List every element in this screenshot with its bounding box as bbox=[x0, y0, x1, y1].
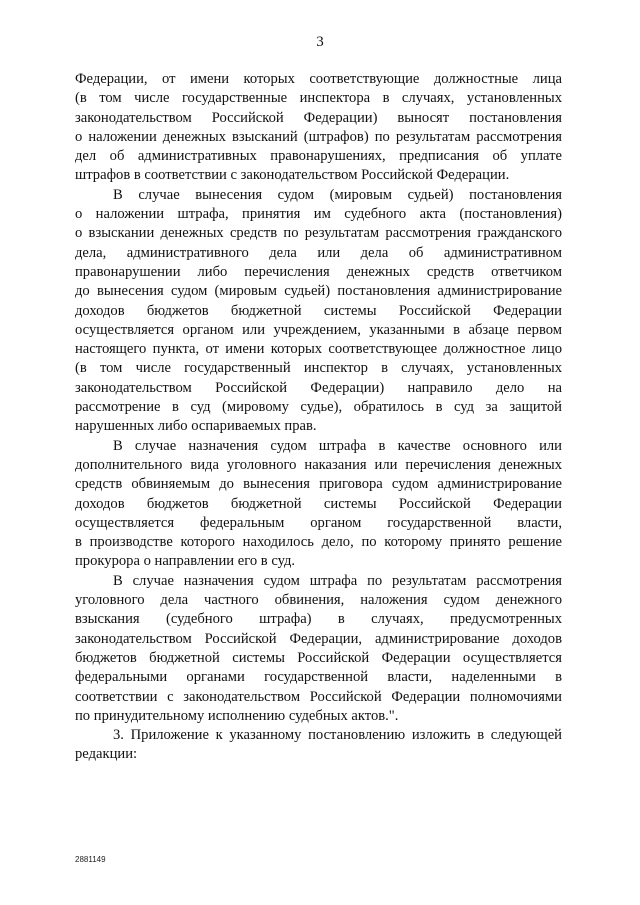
document-id: 2881149 bbox=[75, 855, 106, 864]
text-line: доходов бюджетов бюджетной системы Российской Федерации bbox=[75, 302, 562, 319]
text-line: в производстве которого находилось дело, по которому принято решение bbox=[75, 534, 562, 551]
paragraph-3 bbox=[75, 437, 562, 572]
text-line: прокурора о направлении его в суд. bbox=[75, 553, 296, 570]
text-line: 3. Приложение к указанному постановлению изложить в следующей bbox=[113, 727, 562, 744]
text-line: нарушенных либо оспариваемых прав. bbox=[75, 418, 317, 435]
text-line: В случае назначения судом штрафа в качестве основного или bbox=[113, 437, 562, 454]
paragraph-5 bbox=[75, 726, 562, 765]
text-line: по принудительному исполнению судебных актов.". bbox=[75, 707, 399, 724]
text-line: В случае вынесения судом (мировым судьей) постановления bbox=[113, 186, 562, 203]
text-line: доходов бюджетов бюджетной системы Российской Федерации bbox=[75, 495, 562, 512]
text-line: правонарушении либо перечисления денежных средств ответчиком bbox=[75, 263, 562, 280]
text-line: (в том числе государственный инспектор в случаях, установленных bbox=[75, 360, 562, 377]
text-line: настоящего пункта, от имени которых соответствующее должностное лицо bbox=[75, 341, 562, 358]
text-line: о наложении денежных взысканий (штрафов) по результатам рассмотрения bbox=[75, 128, 562, 145]
text-line: бюджетов бюджетной системы Российской Федерации осуществляется bbox=[75, 649, 562, 666]
text-line: о наложении штрафа, принятия им судебного акта (постановления) bbox=[75, 206, 562, 223]
text-line: дополнительного вида уголовного наказания или перечисления денежных bbox=[75, 456, 562, 473]
paragraph-4 bbox=[75, 572, 562, 726]
text-line: соответствии с законодательством Российской Федерации полномочиями bbox=[75, 688, 562, 705]
page-number: 3 bbox=[316, 34, 324, 50]
document-body bbox=[75, 70, 562, 765]
text-line: В случае назначения судом штрафа по результатам рассмотрения bbox=[113, 572, 562, 589]
text-line: взыскания (судебного штрафа) в случаях, предусмотренных bbox=[75, 611, 562, 628]
text-line: осуществляется федеральным органом государственной власти, bbox=[75, 514, 562, 531]
paragraph-2 bbox=[75, 186, 562, 437]
text-line: осуществляется органом или учреждением, указанными в абзаце первом bbox=[75, 321, 562, 338]
text-line: законодательством Российской Федерации, администрирование доходов bbox=[75, 630, 562, 647]
text-line: штрафов в соответствии с законодательством Российской Федерации. bbox=[75, 167, 510, 184]
text-line: законодательством Российской Федерации) выносят постановления bbox=[75, 109, 562, 126]
text-line: законодательством Российской Федерации) направило дело на bbox=[75, 379, 562, 396]
text-line: редакции: bbox=[75, 746, 138, 763]
text-line: дел об административных правонарушениях, предписания об уплате bbox=[75, 148, 562, 165]
text-line: рассмотрение в суд (мировому судье), обратилось в суд за защитой bbox=[75, 399, 562, 416]
text-line: о взыскании денежных средств по результатам рассмотрения гражданского bbox=[75, 225, 562, 242]
text-line: средств обвиняемым до вынесения приговора судом администрирование bbox=[75, 476, 562, 493]
text-line: дела, административного дела или дела об административном bbox=[75, 244, 562, 261]
text-line: федеральными органами государственной власти, наделенными в bbox=[75, 669, 562, 686]
paragraph-1 bbox=[75, 70, 562, 186]
text-line: Федерации, от имени которых соответствующие должностные лица bbox=[75, 71, 562, 87]
text-line: до вынесения судом (мировым судьей) постановления администрирование bbox=[75, 283, 562, 300]
text-line: (в том числе государственные инспектора в случаях, установленных bbox=[75, 90, 562, 107]
text-line: уголовного дела частного обвинения, наложения судом денежного bbox=[75, 592, 562, 609]
